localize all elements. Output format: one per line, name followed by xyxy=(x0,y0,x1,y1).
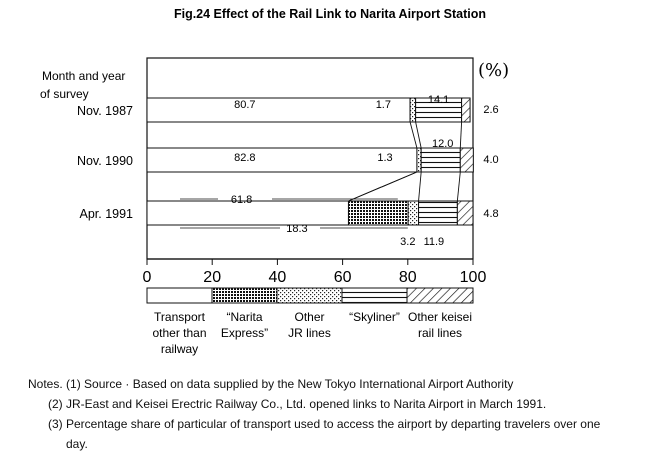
data-label: 18.3 xyxy=(286,223,308,235)
bar-segment xyxy=(419,201,458,225)
category-label: Nov. 1990 xyxy=(76,154,133,168)
connector-line xyxy=(410,122,417,148)
legend-label: other than xyxy=(152,326,207,340)
legend-label: Express” xyxy=(220,326,269,340)
x-tick-label: 80 xyxy=(398,269,417,286)
bar-segment xyxy=(457,201,473,225)
data-label: 1.3 xyxy=(377,152,393,164)
legend-label: JR lines xyxy=(288,326,331,340)
data-label: 4.8 xyxy=(483,208,499,220)
bar-segment xyxy=(408,201,418,225)
note-3-continuation: day. xyxy=(66,437,88,451)
bar-segment xyxy=(462,98,470,122)
x-tick-label: 0 xyxy=(142,269,152,286)
data-label: 82.8 xyxy=(234,152,256,164)
legend-label: railway xyxy=(160,342,199,356)
note-2: (2) JR-East and Keisei Erectric Railway Co., Ltd. opened links to Narita Airport in March 1991. xyxy=(48,397,547,411)
legend xyxy=(147,288,473,356)
bars-group xyxy=(147,98,473,225)
connector-line xyxy=(416,122,422,148)
x-tick-label: 20 xyxy=(203,269,222,286)
legend-label: “Skyliner” xyxy=(349,310,400,324)
bar-segment xyxy=(460,148,473,172)
data-label: 4.0 xyxy=(483,154,499,166)
note-1: (1) Source · Based on data supplied by the New Tokyo International Airport Authority xyxy=(66,377,514,391)
connector-line xyxy=(419,172,422,201)
bar-segment xyxy=(410,98,416,122)
data-label: 12.0 xyxy=(432,138,454,150)
bar-segment xyxy=(147,98,410,122)
notes xyxy=(28,374,600,454)
legend-label: rail lines xyxy=(417,326,463,340)
category-label: Apr. 1991 xyxy=(79,207,133,221)
x-tick-label: 40 xyxy=(268,269,287,286)
data-label: 80.7 xyxy=(234,99,256,111)
bar-segment xyxy=(417,148,421,172)
legend-swatch xyxy=(342,288,407,303)
note-1-line xyxy=(28,374,600,394)
bar-segment xyxy=(348,201,408,225)
x-tick-label: 60 xyxy=(333,269,352,286)
x-axis xyxy=(143,259,487,286)
chart-title: Fig.24 Effect of the Rail Link to Narita Airport Station xyxy=(173,7,487,21)
connector-line xyxy=(457,172,460,201)
legend-swatch xyxy=(407,288,473,303)
note-3: (3) Percentage share of particular of transport used to access the airport by departing travelers over one xyxy=(48,417,601,431)
legend-swatch xyxy=(212,288,277,303)
notes-prefix: Notes. xyxy=(28,377,63,391)
category-label: Nov. 1987 xyxy=(76,104,133,118)
x-tick-label: 100 xyxy=(459,269,487,286)
data-label: 61.8 xyxy=(230,194,253,206)
data-label: 1.7 xyxy=(375,99,391,111)
data-label: 11.9 xyxy=(423,236,445,248)
legend-label: Other xyxy=(294,310,325,324)
legend-label: Other keisei xyxy=(407,310,473,324)
y-header-line-2: of survey xyxy=(40,87,89,101)
y-header-line-1: Month and year xyxy=(42,69,126,83)
legend-label: “Narita xyxy=(226,310,263,324)
legend-swatch xyxy=(277,288,342,303)
data-label: 14.1 xyxy=(427,94,450,106)
unit-label: (%) xyxy=(478,60,510,81)
connector-line xyxy=(348,172,416,201)
bar-segment xyxy=(421,148,460,172)
legend-swatch xyxy=(147,288,212,303)
connector-line xyxy=(460,122,461,148)
data-label: 2.6 xyxy=(483,104,499,116)
legend-label: Transport xyxy=(154,310,205,324)
data-label: 3.2 xyxy=(400,236,416,248)
